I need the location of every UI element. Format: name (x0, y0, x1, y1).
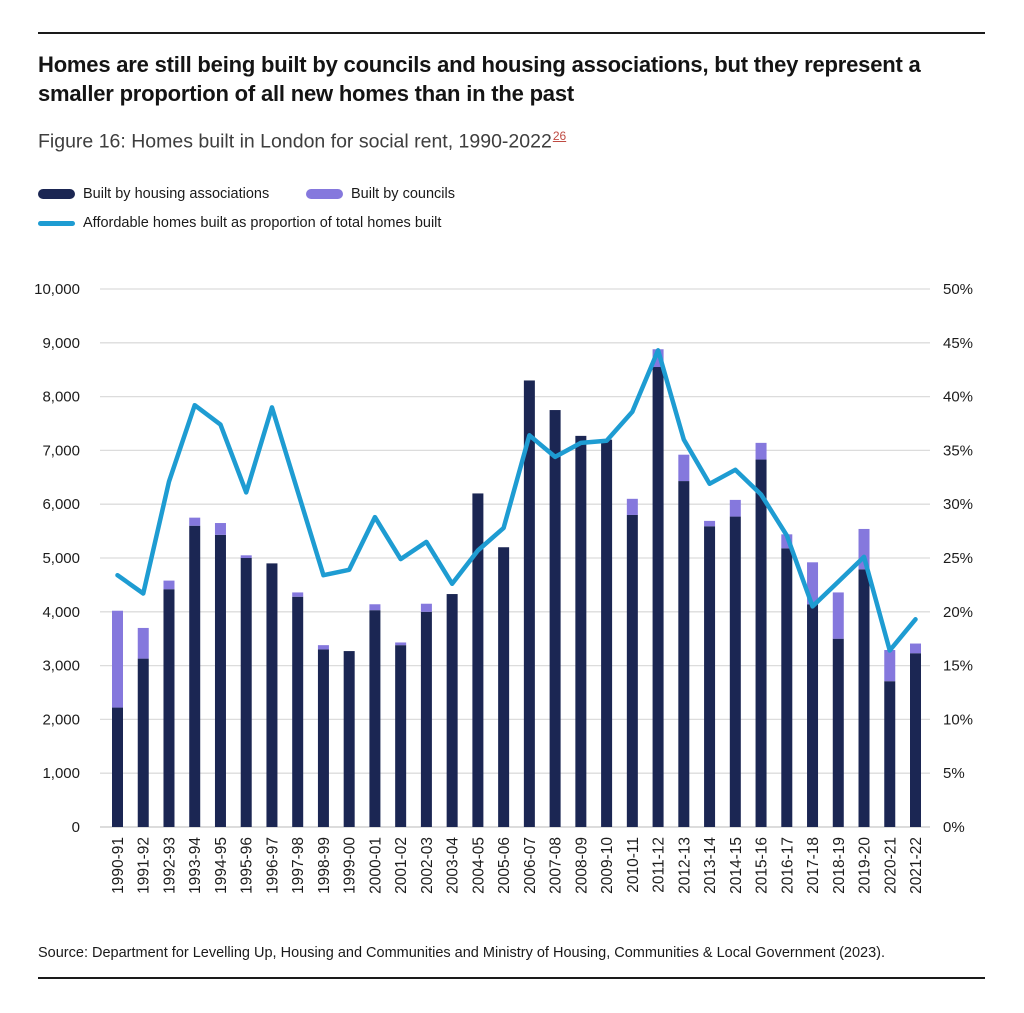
x-axis-category-label: 2018-19 (830, 837, 848, 894)
bar-councils[interactable] (833, 592, 844, 638)
x-axis-category-label: 2020-21 (882, 837, 900, 894)
bar-councils[interactable] (369, 604, 380, 610)
x-axis-category-label: 2015-16 (753, 837, 771, 894)
x-axis-category-label: 2004-05 (470, 837, 488, 894)
housing-associations-swatch (38, 189, 75, 199)
x-axis-category-label: 2010-11 (624, 837, 642, 893)
legend-item-councils (306, 185, 455, 203)
bar-councils[interactable] (318, 645, 329, 649)
x-axis-category-label: 2006-07 (521, 837, 539, 894)
bar-councils[interactable] (884, 650, 895, 681)
proportion-line-swatch (38, 221, 75, 226)
left-axis-tick-label: 3,000 (42, 657, 80, 675)
legend-label-proportion-line: Affordable homes built as proportion of total homes built (83, 215, 442, 231)
bar-housing-associations[interactable] (756, 460, 767, 827)
left-axis-tick-label: 5,000 (42, 550, 80, 567)
bar-housing-associations[interactable] (653, 367, 664, 827)
right-axis-tick-label: 45% (943, 334, 974, 352)
bar-housing-associations[interactable] (730, 517, 741, 827)
figure-caption-text: Figure 16: Homes built in London for social rent, 1990-2022 (38, 130, 552, 153)
bar-councils[interactable] (627, 499, 638, 515)
x-axis-category-label: 1995-96 (238, 837, 256, 894)
left-axis-tick-label: 1,000 (42, 765, 80, 783)
bar-housing-associations[interactable] (447, 594, 458, 827)
bar-housing-associations[interactable] (472, 493, 483, 827)
bar-housing-associations[interactable] (241, 558, 252, 827)
legend-item-proportion-line (38, 214, 441, 232)
left-axis-tick-label: 7,000 (42, 442, 80, 460)
bar-housing-associations[interactable] (704, 526, 715, 827)
bar-housing-associations[interactable] (575, 436, 586, 827)
bar-housing-associations[interactable] (910, 653, 921, 827)
right-axis-tick-label: 35% (943, 442, 974, 460)
right-axis-tick-label: 20% (943, 603, 974, 621)
x-axis-category-label: 2005-06 (496, 837, 514, 894)
x-axis-category-label: 1991-92 (135, 837, 153, 894)
bar-housing-associations[interactable] (189, 526, 200, 827)
x-axis-category-label: 2012-13 (676, 837, 694, 894)
bar-housing-associations[interactable] (833, 639, 844, 827)
affordable-proportion-line[interactable] (118, 350, 916, 650)
bar-councils[interactable] (241, 555, 252, 558)
x-axis-category-label: 2016-17 (779, 837, 797, 894)
bar-councils[interactable] (138, 628, 149, 659)
bar-housing-associations[interactable] (395, 645, 406, 827)
bar-councils[interactable] (112, 611, 123, 708)
left-axis-tick-label: 2,000 (42, 711, 80, 729)
legend-item-housing-associations (38, 185, 269, 203)
bar-housing-associations[interactable] (498, 547, 509, 827)
x-axis-category-label: 2008-09 (573, 837, 591, 894)
chart-legend (38, 185, 738, 243)
bar-housing-associations[interactable] (859, 569, 870, 827)
bar-housing-associations[interactable] (266, 563, 277, 827)
right-axis-tick-label: 0% (943, 819, 965, 836)
right-axis-tick-label: 10% (943, 711, 974, 729)
bar-housing-associations[interactable] (215, 535, 226, 827)
x-axis-category-label: 2001-02 (393, 837, 411, 894)
x-axis-category-label: 1999-00 (341, 837, 359, 894)
left-axis-tick-label: 6,000 (42, 496, 80, 514)
bar-housing-associations[interactable] (884, 681, 895, 827)
legend-row-1 (38, 185, 738, 214)
bar-councils[interactable] (189, 518, 200, 526)
right-axis-tick-label: 40% (943, 388, 974, 406)
left-axis-tick-label: 8,000 (42, 388, 80, 406)
page-title: Homes are still being built by councils and housing associations, but they represent a smaller proportion of all new homes than in the past (38, 52, 921, 106)
bar-housing-associations[interactable] (550, 410, 561, 827)
bar-housing-associations[interactable] (292, 597, 303, 827)
x-axis-category-label: 1997-98 (290, 837, 308, 894)
left-axis-tick-label: 9,000 (42, 334, 80, 352)
figure-caption (38, 129, 938, 154)
bar-councils[interactable] (163, 581, 174, 590)
legend-label-councils: Built by councils (351, 186, 455, 202)
legend-row-2 (38, 214, 738, 243)
bar-councils[interactable] (910, 644, 921, 654)
right-axis-tick-label: 15% (943, 657, 974, 675)
x-axis-category-label: 2021-22 (908, 837, 926, 894)
right-axis-tick-label: 50% (943, 281, 974, 298)
bar-housing-associations[interactable] (318, 649, 329, 827)
bar-councils[interactable] (678, 455, 689, 481)
bottom-rule (38, 977, 985, 979)
x-axis-category-label: 1996-97 (264, 837, 282, 894)
bar-housing-associations[interactable] (781, 548, 792, 827)
right-axis-tick-label: 5% (943, 765, 965, 783)
bar-housing-associations[interactable] (344, 651, 355, 827)
x-axis-category-label: 1998-99 (315, 837, 333, 894)
bar-councils[interactable] (704, 521, 715, 526)
x-axis-category-label: 2019-20 (856, 837, 874, 894)
bar-housing-associations[interactable] (163, 589, 174, 827)
x-axis-category-label: 1992-93 (161, 837, 179, 894)
x-axis-category-label: 1993-94 (187, 837, 205, 894)
homes-built-chart (0, 250, 1024, 930)
x-axis-category-label: 2017-18 (805, 837, 823, 894)
bar-housing-associations[interactable] (138, 659, 149, 827)
bar-housing-associations[interactable] (369, 610, 380, 827)
x-axis-category-label: 1994-95 (212, 837, 230, 894)
bar-councils[interactable] (395, 642, 406, 645)
left-axis-tick-label: 10,000 (34, 281, 80, 298)
bar-councils[interactable] (730, 500, 741, 517)
x-axis-category-label: 2013-14 (702, 837, 720, 894)
legend-label-housing-associations: Built by housing associations (83, 186, 270, 202)
bar-housing-associations[interactable] (601, 440, 612, 827)
x-axis-category-label: 1990-91 (110, 837, 127, 894)
source-note: Source: Department for Levelling Up, Housing and Communities and Ministry of Housing, Communities & Local Government (2023). (38, 945, 886, 961)
bar-councils[interactable] (756, 443, 767, 460)
x-axis-category-label: 2002-03 (418, 837, 436, 894)
x-axis-category-label: 2003-04 (444, 837, 462, 894)
left-axis-tick-label: 0 (71, 819, 80, 836)
bar-housing-associations[interactable] (678, 481, 689, 827)
x-axis-category-label: 2007-08 (547, 837, 565, 894)
x-axis-category-label: 2014-15 (727, 837, 745, 894)
councils-swatch (306, 189, 343, 199)
bar-housing-associations[interactable] (807, 604, 818, 827)
bar-housing-associations[interactable] (627, 515, 638, 827)
right-axis-tick-label: 25% (943, 550, 974, 567)
x-axis-category-label: 2000-01 (367, 837, 385, 894)
x-axis-category-label: 2009-10 (599, 837, 617, 894)
bar-housing-associations[interactable] (112, 708, 123, 827)
bar-councils[interactable] (215, 523, 226, 535)
right-axis-tick-label: 30% (943, 496, 974, 514)
left-axis-tick-label: 4,000 (42, 603, 80, 621)
footnote-link[interactable]: 26 (552, 129, 567, 143)
bar-housing-associations[interactable] (421, 612, 432, 827)
top-rule (38, 32, 985, 34)
x-axis-category-label: 2011-12 (650, 837, 668, 893)
bar-councils[interactable] (292, 592, 303, 596)
bar-councils[interactable] (421, 604, 432, 612)
